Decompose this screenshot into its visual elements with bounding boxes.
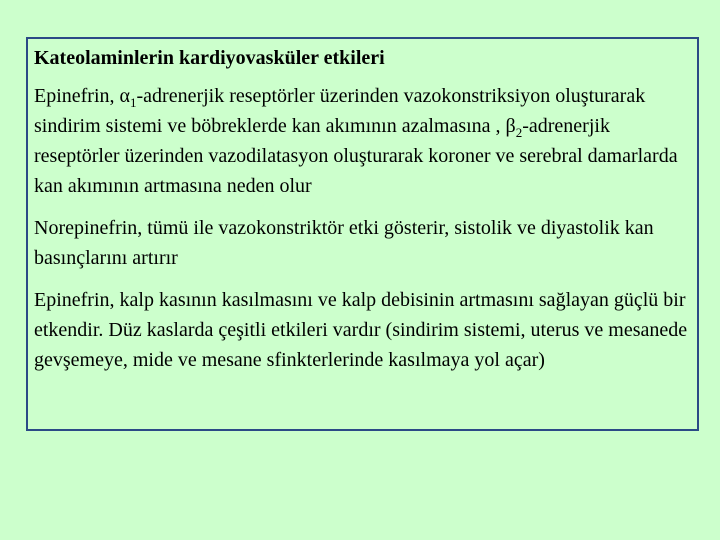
slide-title: Kateolaminlerin kardiyovasküler etkileri (34, 47, 385, 69)
content-box (26, 37, 699, 431)
alpha-subscript: 1 (130, 95, 137, 110)
beta-subscript: 2 (515, 125, 523, 140)
paragraph1-text-part2: -adrenerjik reseptörler üzerinden vazokonstriksiyon oluşturarak sindirim sistemi ve böbreklerde kan akımının azalmasına , β (34, 85, 646, 137)
paragraph-norepinefrin: Norepinefrin, tümü ile vazokonstriktör etki gösterir, sistolik ve diyastolik kan basınçlarını artırır (34, 217, 654, 269)
paragraph1-text-part3: -adrenerjik reseptörler üzerinden vazodilatasyon oluşturarak koroner ve serebral damarlarda kan akımının artmasına neden olur (34, 115, 678, 197)
paragraph1-text-part1: Epinefrin, α (34, 85, 131, 107)
paragraph-epinefrin-receptors (34, 81, 691, 201)
paragraph-epinefrin-heart: Epinefrin, kalp kasının kasılmasını ve kalp debisinin artmasını sağlayan güçlü bir etkendir. Düz kaslarda çeşitli etkileri vardır (sindirim sistemi, uterus ve mesanede gevşemeye, mide ve mesane sfinkterlerinde kasılmaya yol açar) (34, 289, 688, 371)
